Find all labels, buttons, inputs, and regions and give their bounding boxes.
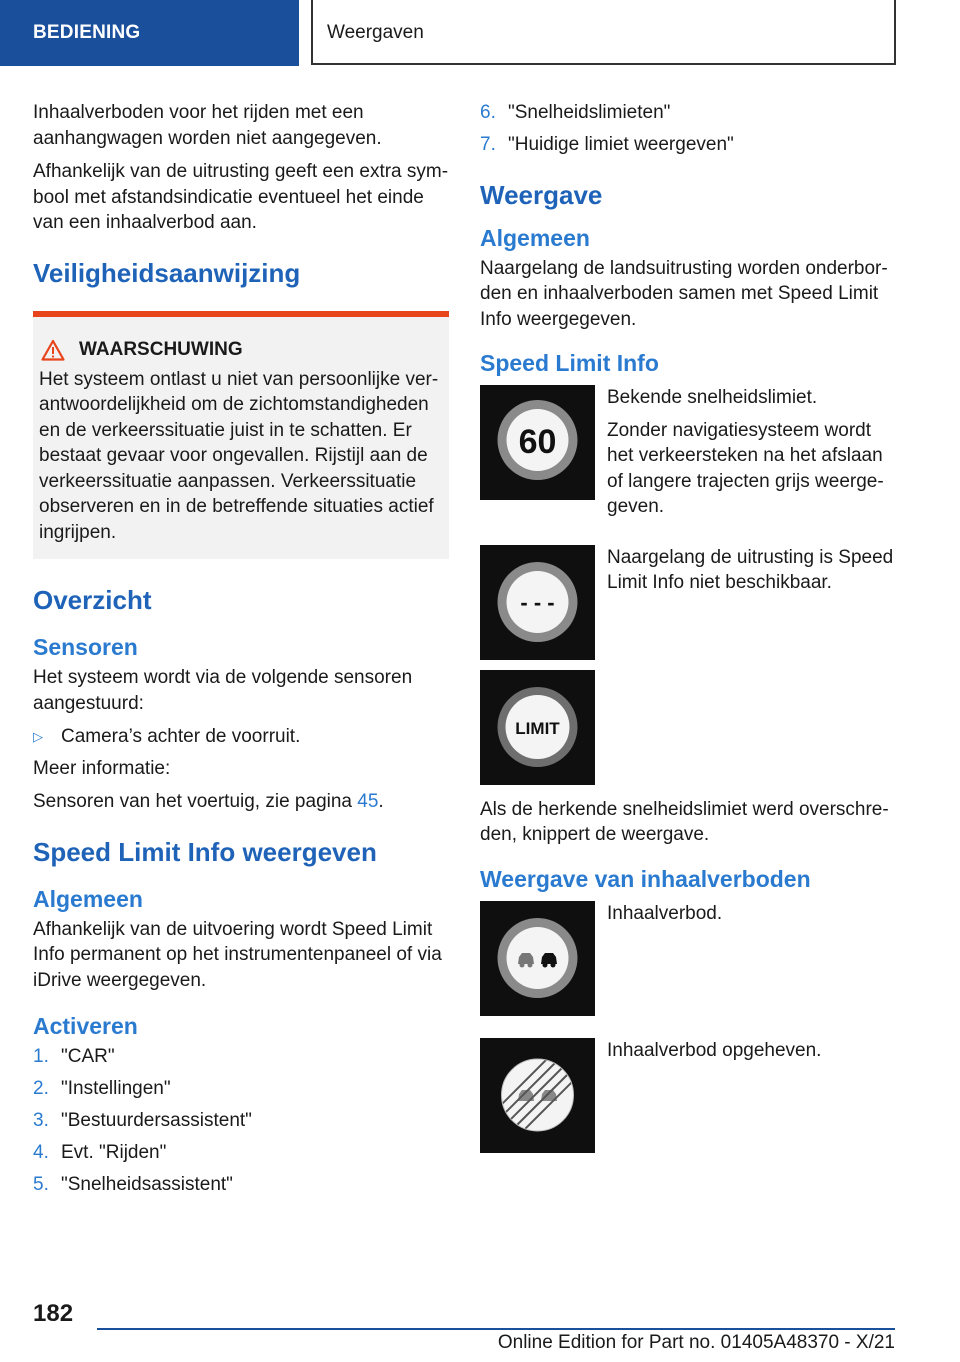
step-number: 5. — [33, 1174, 49, 1195]
step-number: 1. — [33, 1046, 49, 1067]
intro-paragraph-2: Afhankelijk van de uitrusting geeft een extra symbool met afstandsindicatie eventueel het einde van een inhaalverbod aan. — [33, 161, 449, 233]
general-heading-right: Algemeen — [480, 224, 590, 251]
overtake-text: Inhaalverbod. — [607, 902, 723, 924]
warning-text: Het systeem ontlast u niet van persoonlijke verantwoordelijkheid om de zichtomstandigheden en de verkeerssituatie juist in te schatten. Er bestaat gevaar voor ongevallen. Rijstijl aan de verkeerssituatie aanpassen. Verkeerssituatie observeren en in de betreffende situaties actief ingrijpen. — [39, 368, 439, 543]
overview-heading: Overzicht — [33, 585, 152, 615]
sensors-ref-end: . — [378, 791, 384, 812]
step-text: "Snelheidslimieten" — [508, 102, 671, 123]
step-number: 2. — [33, 1078, 49, 1099]
weergave-heading: Weergave — [480, 179, 603, 210]
end-no-overtaking-sign-icon — [480, 1038, 595, 1153]
step-text: "CAR" — [61, 1046, 115, 1067]
sign-dash-row — [480, 545, 896, 660]
list-item — [33, 1140, 449, 1166]
list-item — [33, 1076, 449, 1102]
chapter-label: Weergaven — [311, 0, 896, 65]
warning-box — [33, 311, 449, 560]
general-text-left: Afhankelijk van de uitvoering wordt Speed Limit Info permanent op het instrumentenpaneel of via iDrive weergegeven. — [33, 918, 442, 991]
bullet-triangle-icon: ▷ — [33, 729, 43, 744]
step-text: "Bestuurdersassistent" — [61, 1110, 252, 1131]
warning-title-row — [39, 339, 443, 361]
limit-sign-icon — [480, 670, 595, 785]
edition-label: Online Edition for Part no. 01405A48370 - X/21 — [497, 1332, 895, 1353]
sign-limit-row — [480, 670, 896, 785]
page-footer — [0, 1290, 960, 1362]
step-text: "Snelheidsassistent" — [61, 1174, 233, 1195]
display-heading: Speed Limit Info weergeven — [33, 836, 377, 867]
intro-paragraph-1: Inhaalverboden voor het rijden met een aanhangwagen worden niet aangegeven. — [33, 102, 382, 149]
speed-unavailable-sign-icon — [480, 545, 595, 660]
page-header — [0, 0, 960, 66]
sign-limit-label: LIMIT — [515, 718, 560, 738]
sign-dash-description — [607, 545, 896, 660]
overtake-row — [480, 901, 896, 1016]
right-column — [480, 100, 896, 1153]
sign-60-row — [480, 385, 896, 527]
warning-triangle-icon — [41, 339, 65, 361]
list-item — [480, 100, 896, 126]
sign-60-text-2: Zonder navigatiesysteem wordt het verkeersteken na het afslaan of langere trajecten grijs weergegeven. — [607, 419, 884, 517]
sensors-text: Het systeem wordt via de volgende sensoren aangestuurd: — [33, 667, 413, 714]
sign-60-description — [607, 385, 896, 527]
step-number: 6. — [480, 102, 496, 123]
sensors-reference — [33, 789, 449, 815]
sensors-bullet-text: Camera’s achter de voorruit. — [61, 726, 301, 747]
sli-heading: Speed Limit Info — [480, 350, 659, 376]
overtake-description — [607, 901, 896, 1016]
safety-heading: Veiligheidsaanwijzing — [33, 257, 301, 288]
list-item — [33, 1108, 449, 1134]
warning-title: WAARSCHUWING — [79, 338, 243, 360]
overtake-end-text: Inhaalverbod opgeheven. — [607, 1039, 822, 1061]
more-info-label: Meer informatie: — [33, 757, 171, 779]
footer-divider — [97, 1328, 895, 1330]
overtake-end-row — [480, 1038, 896, 1153]
step-number: 3. — [33, 1110, 49, 1131]
activate-heading: Activeren — [33, 1013, 138, 1039]
sign-60-text-1: Bekende snelheidslimiet. — [607, 387, 818, 408]
sign-dash-label: - - - — [520, 589, 555, 615]
sensors-heading: Sensoren — [33, 634, 138, 660]
activate-steps — [33, 1044, 449, 1198]
section-label: BEDIENING — [0, 0, 299, 66]
activate-steps-continued — [480, 100, 896, 158]
no-overtaking-sign-icon — [480, 901, 595, 1016]
list-item — [480, 132, 896, 158]
list-item — [33, 1044, 449, 1070]
sign-dash-text: Naargelang de uitrusting is Speed Limit Info niet beschikbaar. — [607, 546, 894, 593]
page-link-45[interactable]: 45 — [357, 791, 379, 812]
left-column — [33, 100, 449, 1204]
step-text: "Instellingen" — [61, 1078, 171, 1099]
page-number: 182 — [33, 1300, 74, 1327]
overtake-end-description — [607, 1038, 896, 1153]
step-number: 4. — [33, 1142, 49, 1163]
sensors-bullet — [33, 724, 449, 750]
general-text-right: Naargelang de landsuitrusting worden onderborden en inhaalverboden samen met Speed Limit Info weergegeven. — [480, 257, 888, 330]
step-number: 7. — [480, 134, 496, 155]
overtake-heading: Weergave van inhaalverboden — [480, 865, 811, 892]
sensors-ref-text: Sensoren van het voertuig, zie pagina — [33, 791, 358, 812]
general-heading-left: Algemeen — [33, 885, 143, 912]
list-item — [33, 1172, 449, 1198]
step-text: "Huidige limiet weergeven" — [508, 134, 734, 155]
exceed-text: Als de herkende snelheidslimiet werd overschreden, knippert de weergave. — [480, 798, 889, 845]
sign-60-label: 60 — [518, 423, 557, 461]
speed-60-sign-icon — [480, 385, 595, 500]
step-text: Evt. "Rijden" — [61, 1142, 167, 1163]
